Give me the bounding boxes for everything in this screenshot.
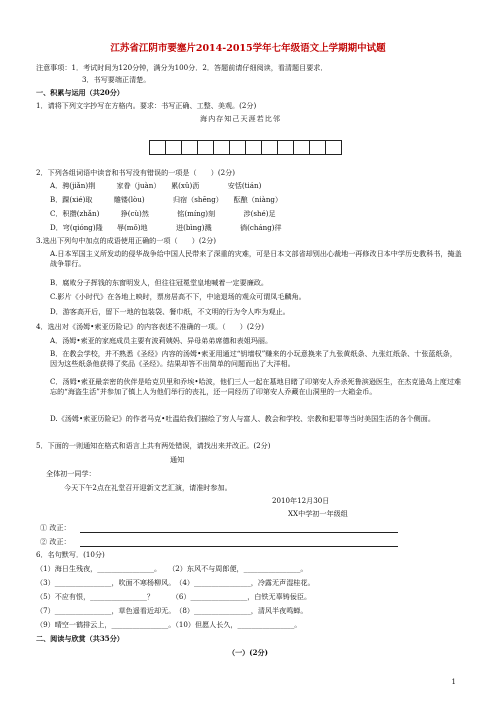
q2-option-d: D．穹(qióng)隆 辱(mǒ)地 迸(bìng)溅 徜(cháng)徉 [50,223,282,232]
char-box[interactable] [325,140,342,155]
q6-row-2: （3）________________，吹面不寒杨柳风。 （4）________________，冷露无声湿桂花。 [36,578,315,587]
char-box[interactable] [213,140,230,155]
notice-greeting: 全体初一同学： [46,469,96,478]
char-box[interactable] [261,140,278,155]
q2-option-a: A．骋(jiǎn)荆 家眷（juàn） 累(xǔ)沥 安恬(tián) [50,181,262,190]
char-box[interactable] [165,140,182,155]
char-writing-grid[interactable] [150,140,342,155]
reading-part-1-heading: （一）(2分) [227,648,269,657]
question-3: 3.选出下列句中加点的成语使用正确的一项（ ）(2分) [36,236,216,245]
char-box[interactable] [309,140,326,155]
notice-title: 通知 [170,455,185,464]
question-5: 5．下面的一则通知在格式和语言上共有两处错误，请找出来并改正。(2分) [36,441,271,450]
q4-option-c: C．汤姆•索亚最亲密的伙伴是哈克贝里和乔埃•哈波，他们三人一起在墓地目睹了印第安人乔杀死鲁滨逊医生，在杰克逊岛上度过难忘的“海盗生活”并参加了镇上人为他们举行的丧礼，还一同经历了印第安人乔藏在山洞里的一大箱金币。 [50,377,462,396]
q3-option-d: D．游客高开后，留下一地的包装袋、餐巾纸，不文明的行为令人咋为观止。 [50,307,290,316]
q3-option-c: C.影片《小时代》在各地上映时，票房居高不下，中途退场的观众可谓凤毛麟角。 [50,292,306,301]
correction-1-label: ① 改正： [40,523,71,532]
char-box[interactable] [293,140,310,155]
q6-row-3: （5）不应有恨，________________？ （6）________________，白铁无辜铸佞臣。 [36,592,312,601]
q4-option-b: B．在教会学校，并不熟悉《圣经》内容的汤姆•索亚用通过“钥墙权”赚来的小玩意换来了九张黄纸条、九张红纸条、十张蓝纸条，因为这些纸条他获得了奖品《圣经》。结果却答不出简单的问题而出了大洋相。 [50,349,457,368]
question-6: 6．名句默写．(10分) [36,550,105,559]
question-4: 4．选出对《汤姆•索亚历险记》的内容表述不准确的一项。（ ）(2分) [36,322,265,331]
q4-option-a: A．汤姆•索亚的家庭成员主要有波莉姨妈、异母弟弟席德和表姐玛丽。 [50,336,273,345]
exam-title: 江苏省江阴市要塞片2014-2015学年七年级语文上学期期中试题 [110,43,386,54]
char-box[interactable] [149,140,166,155]
q6-row-4: （7）________________，草色遥看近却无。 （8）________________，清风半夜鸣蝉。 [36,606,308,615]
question-1: 1．请将下列文字抄写在方格内。要求：书写正确、工整、美观。(2分) [36,101,257,110]
char-box[interactable] [277,140,294,155]
q6-row-5: （9）晴空一鹤排云上，________________。（10）但愿人长久，________________。 [36,620,302,629]
correction-1-blank[interactable] [80,532,398,533]
notice-signature: XX中学初一年级组 [288,509,348,518]
q3-option-a: A.日本军国主义所发动的侵华战争给中国人民带来了深重的灾难，可是日本文部省却别出心裁地一再修改日本中学历史教科书，掩盖战争罪行。 [50,249,462,268]
question-2: 2．下列各组词语中读音和书写没有错误的一项是（ ）(2分) [36,168,235,177]
section-2-heading: 二、阅读与欣赏（共35分） [36,634,124,643]
char-box[interactable] [197,140,214,155]
section-1-heading: 一、积累与运用（共20分） [36,88,124,97]
char-box[interactable] [245,140,262,155]
correction-2-blank[interactable] [80,546,398,547]
correction-2-label: ② 改正： [40,537,71,546]
q1-sentence: 海内存知己天涯若比邻 [200,114,281,123]
notice-line-1: 注意事项：1．考试时间为120分钟，满分为100分．2．答题前请仔细阅读，看清题目要求． [36,63,328,72]
notice-body: 今天下午2点在礼堂召开迎新文艺汇演，请准时参加。 [64,483,232,492]
notice-date: 2010年12月30日 [272,496,330,505]
q3-option-b: B．腐败分子挥钱的东窗明发人，但往往冠冕堂皇地喊着一定要廉政。 [50,278,269,287]
char-box[interactable] [181,140,198,155]
q6-row-1: （1）海日生残夜，________________。 （2）东风不与周郎便，________________。 [36,564,308,573]
q2-option-c: C．积攒(zhǎn) 狰(cù)然 铭(míng)刻 涉(shé)足 [50,209,276,218]
char-box[interactable] [229,140,246,155]
q4-option-d: D.《汤姆•索亚历险记》的作者马克•吐温给我们描绘了穷人与富人、教会和学校、宗教和犯罪等当时美国生活的各个侧面。 [50,414,435,423]
q2-option-b: B．踝(xié)取 雕镂(lòu) 归宿（shēng） 酝酿（niàng） [50,195,283,204]
notice-line-2: 3．书写要端正清楚。 [82,75,151,84]
page-number: 1 [451,678,456,686]
